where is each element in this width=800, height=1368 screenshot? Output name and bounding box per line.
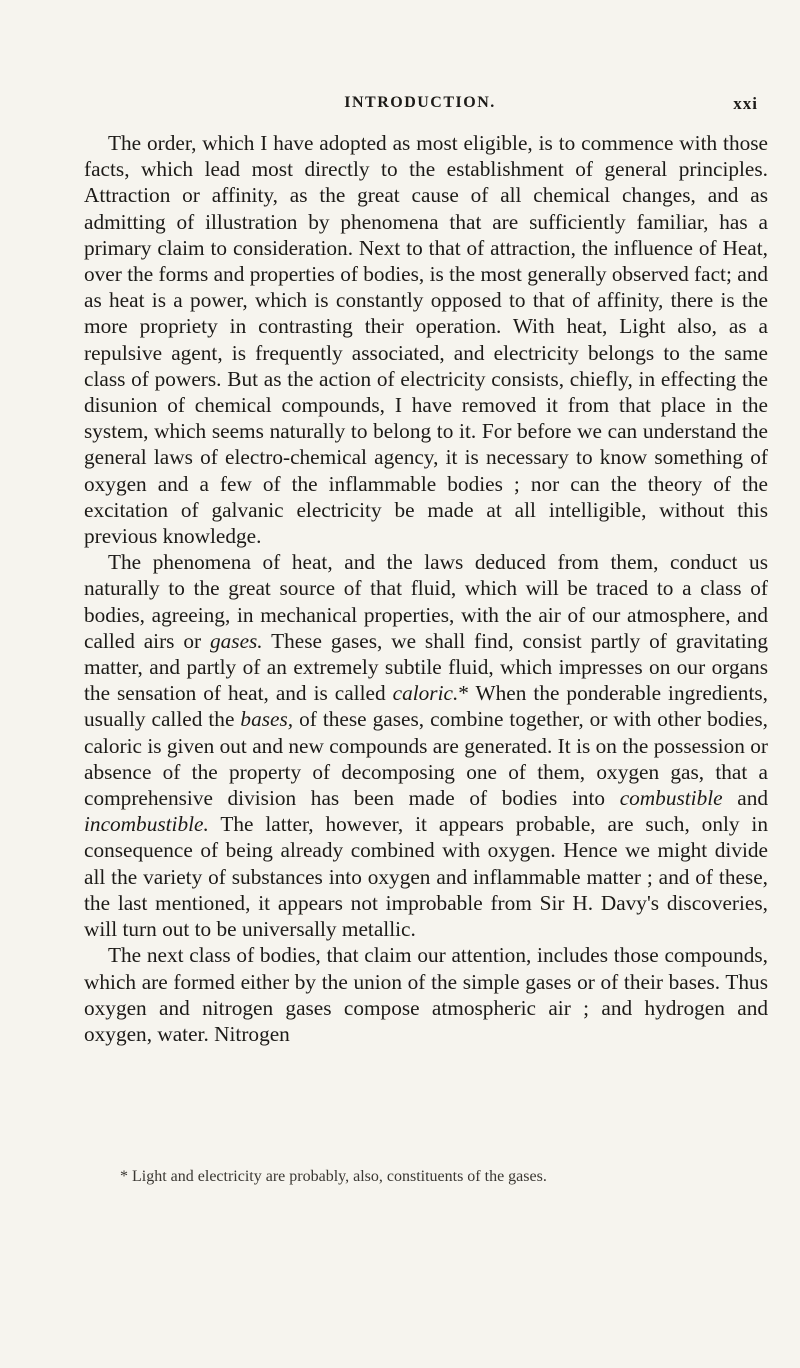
page-header xyxy=(60,94,780,122)
text-run: * When the ponderable ingredients, usually called the xyxy=(84,681,768,732)
term-gases: gases. xyxy=(209,628,263,653)
text-run: The order, which I have adopted as most eligible, is to commence with those facts, which lead most directly to the establishment of general principles. Attraction or affinity, as the great cause of all chemical changes, and as admitting of illustration by phenomena that are sufficiently familiar, has a primary claim to consideration. Next to that of attraction, the influence of Heat, over the forms and properties of bodies, is the most generally observed fact; and as heat is a power, which is constantly opposed to that of affinity, there is the more propriety in contrasting their operation. With heat, Light also, as a repulsive agent, is frequently associated, and electricity belongs to the same class of powers. But as the action of electricity consists, chiefly, in effecting the disunion of chemical compounds, I have removed it from that place in the system, which seems naturally to belong to it. For before we can understand the general laws of electro-chemical agency, it is necessary to know something of oxygen and a few of the inflammable bodies ; nor can the theory of the excitation of galvanic electricity be made at all intelligible, without this previous knowledge. xyxy=(84,131,768,549)
term-caloric: caloric. xyxy=(392,681,459,706)
running-title: INTRODUCTION. xyxy=(344,94,496,111)
text-run: of these gases, combine together, or with other bodies, caloric is given out and new compounds are generated. It is on the possession or absence of the property of decomposing one of them, oxygen gas, that a comprehensive division has been made of bodies into xyxy=(84,707,768,811)
term-bases: bases, xyxy=(240,707,294,732)
term-combustible: combustible xyxy=(619,786,723,811)
text-run: The phenomena of heat, and the laws deduced from them, conduct us naturally to the great source of that fluid, which will be traced to a class of bodies, agreeing, in mechanical properties, with the air of our atmosphere, and called airs or xyxy=(84,550,768,653)
footnote: * Light and electricity are probably, also, constituents of the gases. xyxy=(120,1168,547,1185)
body-text xyxy=(84,130,768,1047)
term-incombustible: incombustible. xyxy=(84,812,209,837)
page-number: xxi xyxy=(733,94,758,113)
text-run: These gases, we shall find, consist partly of gravitating matter, and partly of an extremely subtile fluid, which impresses on our organs the sensation of heat, and is called xyxy=(84,628,769,706)
paragraph-heat xyxy=(84,549,768,942)
text-run: and xyxy=(722,786,768,811)
text-run: The latter, however, it appears probable, are such, only in consequence of being already combined with oxygen. Hence we might divide all the variety of substances into oxygen and inflammable matter ; and of these, the last mentioned, it appears not improbable from Sir H. Davy's discoveries, will turn out to be universally metallic. xyxy=(84,812,768,942)
text-run: The next class of bodies, that claim our attention, includes those compounds, which are formed either by the union of the simple gases or of their bases. Thus oxygen and nitrogen gases compose atmospheric air ; and hydrogen and oxygen, water. Nitrogen xyxy=(84,943,768,1046)
paragraph-compounds xyxy=(84,942,768,1047)
paragraph-affinity xyxy=(84,130,768,549)
